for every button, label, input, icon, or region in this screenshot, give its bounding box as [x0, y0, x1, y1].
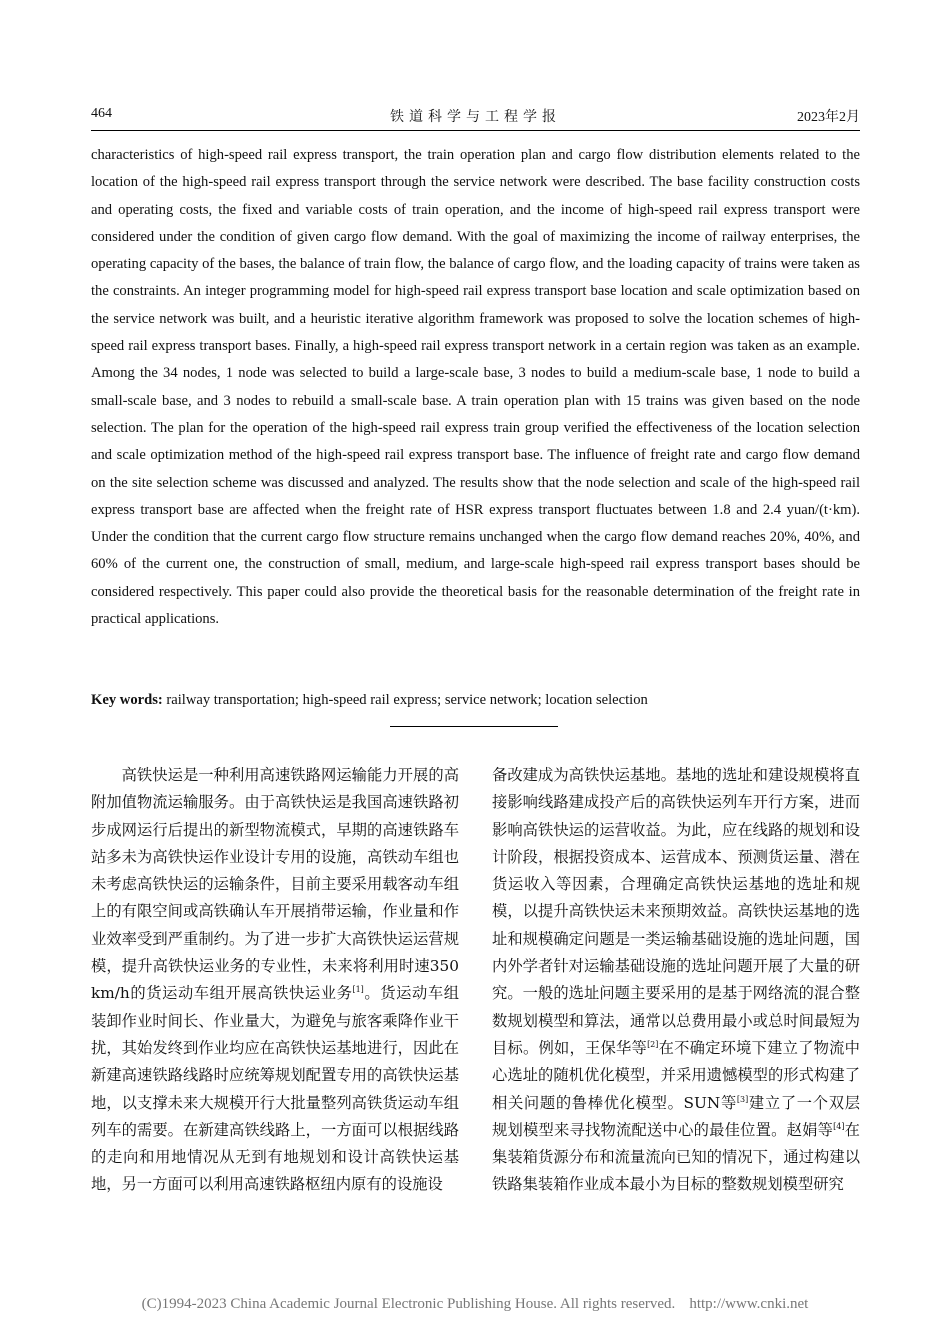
keywords-text: railway transportation; high-speed rail express; service network; location selection [162, 692, 648, 708]
citation-3: [3] [736, 1094, 749, 1104]
body-right-text-3: 建立了一个双层规划模型来寻找物流配送中心的最佳位置。赵娟等 [492, 1093, 860, 1139]
running-header [91, 106, 860, 128]
header-rule [91, 130, 860, 131]
journal-title: 铁道科学与工程学报 [390, 110, 561, 125]
body-column-right [492, 762, 860, 1199]
page-number: 464 [91, 106, 112, 121]
keywords-label: Key words: [91, 692, 163, 708]
body-right-text-4: 在集装箱货源分布和流量流向已知的情况下，通过构建以铁路集装箱作业成本最小为目标的整数规划模型研究 [492, 1120, 860, 1194]
cnki-url[interactable]: http://www.cnki.net [689, 1296, 809, 1312]
section-separator [390, 726, 558, 727]
citation-1: [1] [352, 985, 364, 995]
citation-4: [4] [833, 1121, 845, 1131]
body-right-text-2: 在不确定环境下建立了物流中心选址的随机优化模型，并采用遗憾模型的形式构建了相关问题的鲁棒优化模型。SUN等 [492, 1038, 860, 1112]
body-column-left [91, 762, 459, 1199]
copyright-text: (C)1994-2023 China Academic Journal Electronic Publishing House. All rights reserved. [141, 1296, 676, 1312]
keywords [91, 689, 860, 711]
abstract-text: characteristics of high-speed rail express transport, the train operation plan and cargo flow distribution elements related to the location of the high-speed rail express transport through the service network were described. The base facility construction costs and operating costs, the fixed and variable costs of train operation, and the income of high-speed rail express transport were considered under the condition of given cargo flow demand. With the goal of maximizing the income of railway enterprises, the operating capacity of the bases, the balance of train flow, the balance of cargo flow, and the loading capacity of trains were taken as the constraints. An integer programming model for high-speed rail express transport base location and scale optimization based on the service network was built, and a heuristic iterative algorithm framework was proposed to solve the location schemes of high-speed rail express transport bases. Finally, a high-speed rail express transport network in a certain region was taken as an example. Among the 34 nodes, 1 node was selected to build a large-scale base, 3 nodes to build a medium-scale base, 1 node to build a small-scale base, and 3 nodes to rebuild a small-scale base. A train operation plan with 15 trains was given based on the node selection. The plan for the operation of the high-speed rail express train group verified the effectiveness of the location selection and scale optimization method of the high-speed rail express transport base. The influence of freight rate and cargo flow demand on the site selection scheme was discussed and analyzed. The results show that the node selection and scale of the high-speed rail express transport base are affected when the freight rate of HSR express transport fluctuates between 1.8 and 2.4 yuan/(t·km). Under the condition that the current cargo flow structure remains unchanged when the cargo flow demand reaches 20%, 40%, and 60% of the current one, the construction of small, medium, and large-scale high-speed rail express transport bases should be considered respectively. This paper could also provide the theoretical basis for the reasonable determination of the freight rate in practical applications. [91, 147, 860, 628]
issue-date: 2023年2月 [797, 110, 860, 125]
body-left-text-1: 高铁快运是一种利用高速铁路网运输能力开展的高附加值物流运输服务。由于高铁快运是我国高速铁路初步成网运行后提出的新型物流模式，早期的高速铁路车站多未为高铁快运作业设计专用的设施，高铁动车组也未考虑高铁快运的运输条件，目前主要采用载客动车组上的有限空间或高铁确认车开展捎带运输，作业量和作业效率受到严重制约。为了进一步扩大高铁快运运营规模，提升高铁快运业务的专业性，未来将利用时速350 km/h的货运动车组开展高铁快运业务 [91, 766, 459, 1003]
body-left-text-2: 。货运动车组装卸作业时间长、作业量大，为避免与旅客乘降作业干扰，其始发终到作业均应在高铁快运基地进行，因此在新建高速铁路线路时应统筹规划配置专用的高铁快运基地，以支撑未来大规模开行大批量整列高铁货运动车组列车的需要。在新建高铁线路上，一方面可以根据线路的走向和用地情况从无到有地规划和设计高铁快运基地，另一方面可以利用高速铁路枢纽内原有的设施设 [91, 984, 459, 1194]
copyright-footer [0, 1296, 950, 1313]
body-right-text-1: 备改建成为高铁快运基地。基地的选址和建设规模将直接影响线路建成投产后的高铁快运列车开行方案，进而影响高铁快运的运营收益。为此，应在线路的规划和设计阶段，根据投资成本、运营成本、预测货运量、潜在货运收入等因素，合理确定高铁快运基地的选址和规模，以提升高铁快运未来预期效益。高铁快运基地的选址和规模确定问题是一类运输基础设施的选址问题，国内外学者针对运输基础设施的选址问题开展了大量的研究。一般的选址问题主要采用的是基于网络流的混合整数规划模型和算法，通常以总费用最小或总时间最短为目标。例如，王保华等 [492, 766, 860, 1057]
citation-2: [2] [647, 1039, 659, 1049]
